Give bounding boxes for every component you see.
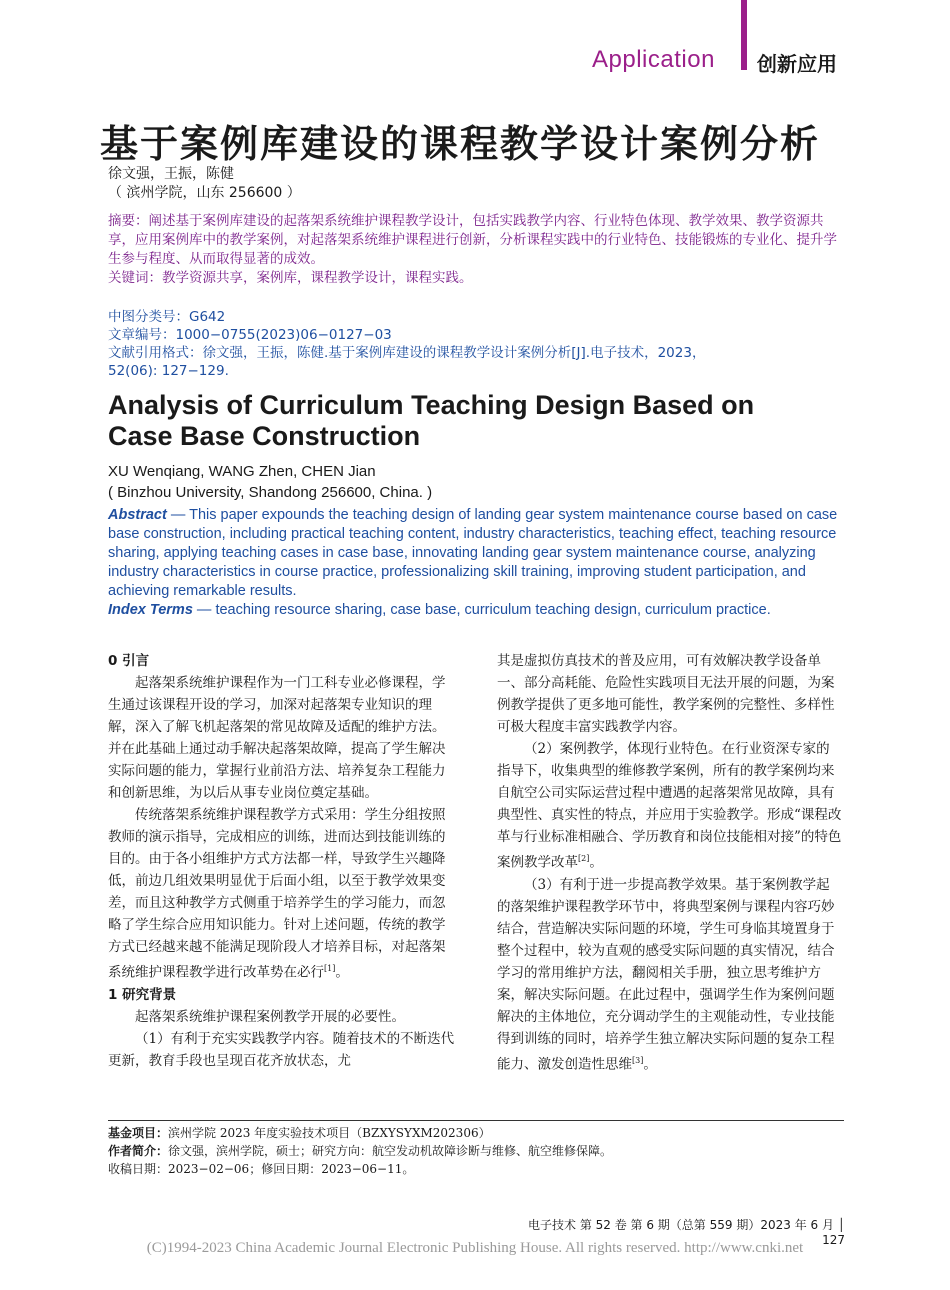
authors-en: XU Wenqiang, WANG Zhen, CHEN Jian	[108, 463, 376, 480]
author-label: 作者简介：	[108, 1144, 169, 1158]
header-accent-bar	[741, 0, 747, 70]
author-text: 徐文强，滨州学院，硕士；研究方向：航空发动机故障诊断与维修、航空维修保障。	[168, 1144, 613, 1158]
body-text: （3）有利于进一步提高教学效果。基于案例教学起的落架维护课程教学环节中，将典型案例与课程内容巧妙结合，营造解决实际问题的环境，学生可身临其境置身于整个过程中，较为直观的感受实际问题的真实情况，结合学习的常用维护方法，翻阅相关手册，独立思考维护方案，解决实际问题。在此过程中，强调学生作为案例问题解决的主体地位，充分调动学生的主观能动性，专业技能得到训练的同时，培养学生独立解决实际问题的复杂工程能力、激发创造性思维	[497, 876, 835, 1072]
author-note	[108, 1142, 844, 1160]
abstract-en-paragraph	[108, 506, 840, 601]
affiliation-cn: （ 滨州学院，山东 256600 ）	[108, 185, 301, 201]
page-title-en	[108, 390, 868, 452]
body-paragraph: 其是虚拟仿真技术的普及应用，可有效解决教学设备单一、部分高耗能、危险性实践项目无法开展的问题，为案例教学提供了更多地可能性，教学案例的完整性、多样性可极大程度丰富实践教学内容。	[497, 653, 835, 735]
authors-cn: 徐文强，王振，陈健	[108, 166, 234, 182]
fund-label: 基金项目：	[108, 1126, 169, 1140]
body-paragraph: （1）有利于充实实践教学内容。随着技术的不断迭代更新，教育手段也呈现百花齐放状态，尤	[108, 1030, 455, 1069]
authors-en-block	[108, 461, 432, 503]
body-column-left	[108, 650, 458, 1072]
body-text: 。	[643, 1056, 657, 1072]
affiliation-en: ( Binzhou University, Shandong 256600, China. )	[108, 484, 433, 501]
abstract-cn-text: 阐述基于案例库建设的起落架系统维护课程教学设计，包括实践教学内容、行业特色体现、教学效果、教学资源共享，应用案例库中的教学案例，对起落架系统维护课程进行创新，分析课程实践中的行业特色、技能锻炼的专业化、提升学生参与程度、从而取得显著的成效。	[108, 213, 837, 267]
copyright-watermark: (C)1994-2023 China Academic Journal Electronic Publishing House. All rights reserved. http://www.cnki.net	[146, 1240, 804, 1256]
keywords-cn-text: 教学资源共享，案例库，课程教学设计，课程实践。	[162, 270, 473, 286]
title-en-line-2: Case Base Construction	[108, 421, 421, 451]
fund-text: 滨州学院 2023 年度实验技术项目（BZXYSYXM202306）	[168, 1126, 491, 1140]
body-text: 。	[589, 854, 603, 871]
keywords-cn-label: 关键词：	[108, 270, 162, 286]
fund-note	[108, 1124, 844, 1142]
abstract-en	[108, 506, 840, 620]
index-terms-label: Index Terms	[108, 602, 193, 618]
abstract-cn-label: 摘要：	[108, 213, 149, 229]
page-title-cn: 基于案例库建设的课程教学设计案例分析	[100, 122, 821, 166]
section-label-en: Application	[592, 46, 715, 73]
abstract-cn	[108, 212, 844, 288]
body-column-right	[497, 650, 842, 1075]
body-text: 。	[335, 964, 349, 981]
body-text: （2）案例教学，体现行业特色。在行业资深专家的指导下，收集典型的维修教学案例，所有的教学案例均来自航空公司实际运营过程中遭遇的起落架常见故障，具有典型性、真实性的特点，并应用于实验教学。形成“课程改革与行业标准相融合、学历教育和岗位技能相对接”的特色案例教学改革	[497, 741, 842, 871]
body-paragraph: 起落架系统维护课程作为一门工科专业必修课程，学生通过该课程开设的学习，加深对起落架专业知识的理解，深入了解飞机起落架的常见故障及适配的维护方法。并在此基础上通过动手解决起落架故障，提高了学生解决实际问题的能力，掌握行业前沿方法、培养复杂工程能力和创新思维，为以后从事专业岗位奠定基础。	[108, 675, 446, 801]
section-heading-intro: 0 引言	[108, 653, 150, 669]
footnote	[108, 1124, 844, 1178]
citation-ref: [2]	[578, 854, 590, 863]
article-meta	[108, 308, 848, 380]
body-paragraph	[497, 738, 842, 874]
abstract-en-label: Abstract	[108, 507, 167, 523]
body-paragraph: 起落架系统维护课程案例教学开展的必要性。	[135, 1008, 405, 1025]
article-number: 文章编号：1000−0755(2023)06−0127−03	[108, 327, 392, 343]
index-terms	[108, 601, 840, 620]
footnote-divider	[108, 1120, 844, 1121]
citation-line-2: 52(06): 127−129.	[108, 363, 229, 379]
page-info: 电子技术 第 52 卷 第 6 期（总第 559 期）2023 年 6 月 │ 127	[528, 1218, 845, 1247]
section-label-cn: 创新应用	[757, 52, 837, 76]
body-text: 传统落架系统维护课程教学方式采用：学生分组按照教师的演示指导，完成相应的训练，进而达到技能训练的目的。由于各小组维护方式方法都一样，导致学生兴趣降低，前边几组效果明显优于后面小组，以至于教学效果变差，而且这种教学方式侧重于培养学生的学习能力，而忽略了学生综合应用知识能力。针对上述问题，传统的教学方式已经越来越不能满足现阶段人才培养目标，对起落架系统维护课程教学进行改革势在必行	[108, 807, 446, 981]
citation-ref: [3]	[632, 1055, 644, 1065]
clc-number: 中图分类号：G642	[108, 309, 226, 325]
index-terms-sep: —	[192, 602, 216, 618]
section-heading-background: 1 研究背景	[108, 986, 177, 1003]
body-paragraph	[108, 804, 458, 984]
body-paragraph	[497, 874, 842, 1076]
abstract-en-sep: —	[166, 507, 190, 523]
citation-line-1: 文献引用格式：徐文强，王振，陈健.基于案例库建设的课程教学设计案例分析[J].电子技术，2023，	[108, 345, 706, 361]
citation-ref: [1]	[324, 964, 336, 973]
index-terms-text: teaching resource sharing, case base, curriculum teaching design, curriculum practice.	[215, 602, 771, 618]
title-en-line-1: Analysis of Curriculum Teaching Design Based on	[108, 390, 755, 420]
abstract-en-text: This paper expounds the teaching design of landing gear system maintenance course based on case base construction, including practical teaching content, industry characteristics, teaching effect, teaching resource sharing, applying teaching cases in case base, innovating landing gear system maintenance course, analyzing industry characteristics in course practice, professionalizing skill training, improving student participation, and achieving remarkable results.	[108, 507, 838, 599]
received-dates: 收稿日期：2023−02−06；修回日期：2023−06−11。	[108, 1162, 415, 1176]
